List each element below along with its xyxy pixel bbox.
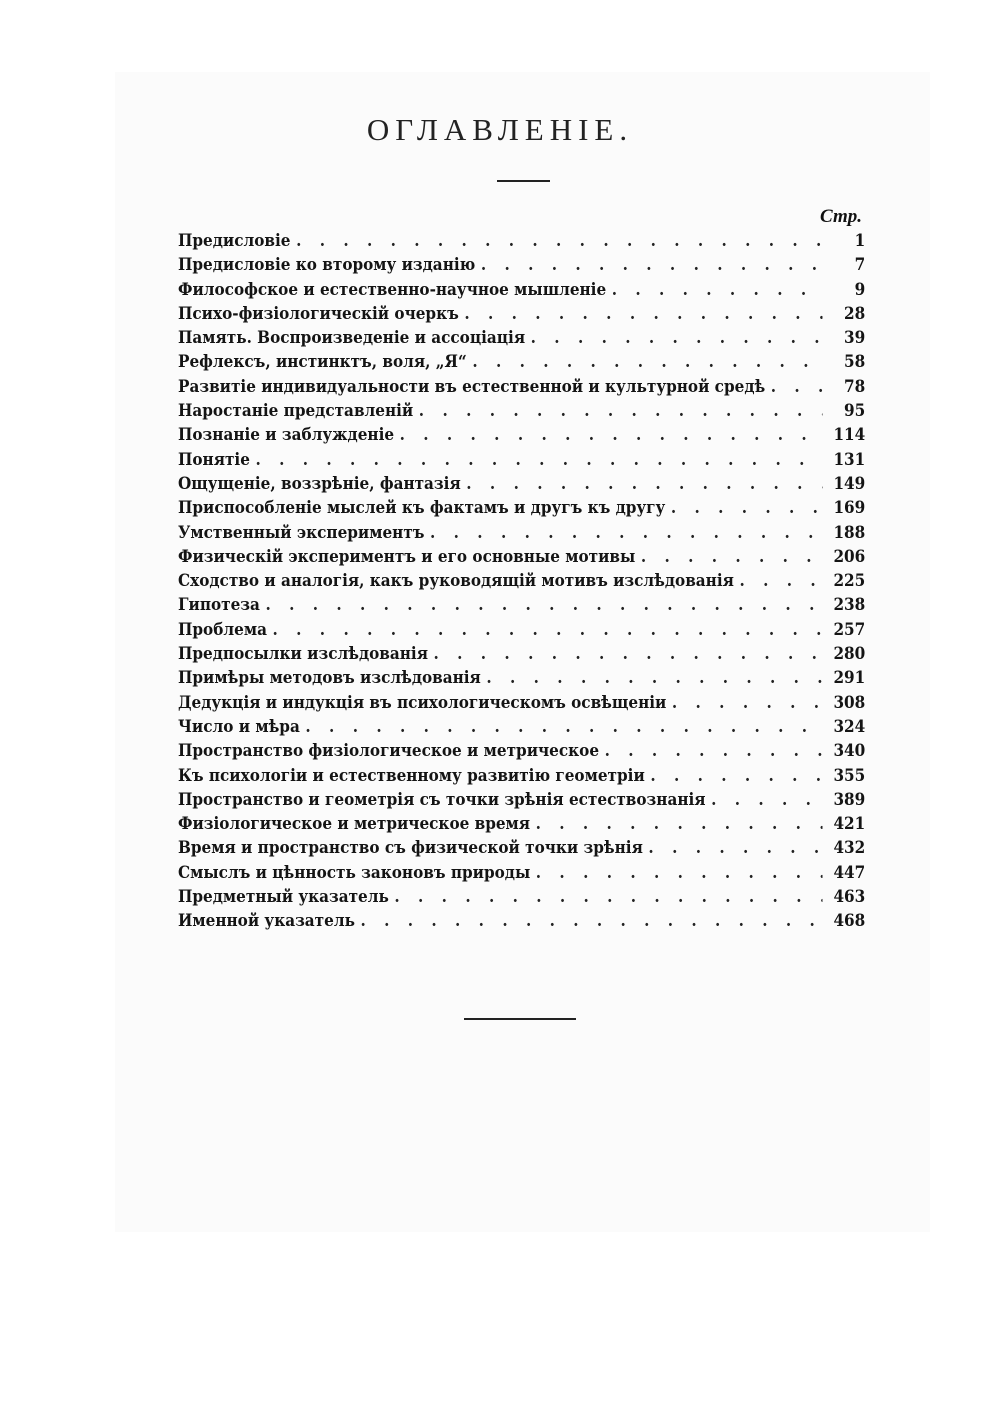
dot-leader	[672, 691, 823, 715]
toc-row	[178, 642, 865, 666]
toc-row	[178, 423, 865, 447]
toc-row	[178, 521, 865, 545]
toc-entry-title: Предпосылки изслѣдованія	[178, 644, 428, 664]
dot-leader	[430, 521, 822, 545]
dot-leader	[650, 764, 822, 788]
toc-entry-title: Смыслъ и цѣнность законовъ природы	[178, 862, 531, 882]
toc-page-number: 324	[833, 716, 866, 736]
toc-row	[178, 739, 865, 763]
toc-entry-title: Время и пространство съ физической точки зрѣнія	[178, 838, 643, 858]
toc-page-number: 238	[833, 595, 866, 615]
toc-page-number: 225	[833, 571, 866, 591]
toc-page-number: 78	[844, 376, 866, 396]
toc-page-number: 188	[833, 522, 866, 542]
toc-row	[178, 448, 865, 472]
dot-leader	[771, 375, 823, 399]
toc-row	[178, 229, 865, 253]
toc-page-number: 340	[833, 741, 866, 761]
toc-row	[178, 375, 865, 399]
toc-entry-title: Проблема	[178, 619, 267, 639]
toc-entry-title: Пространство и геометрія съ точки зрѣнія естествознанія	[178, 789, 706, 809]
dot-leader	[711, 788, 822, 812]
toc-entry-title: Пространство физіологическое и метрическое	[178, 741, 600, 761]
toc-entry-title: Понятіе	[178, 449, 250, 469]
toc-row	[178, 302, 865, 326]
toc-entry-title: Психо-физіологическій очеркъ	[178, 303, 459, 323]
page-column-label: Стр.	[820, 206, 862, 227]
toc-page-number: 468	[833, 911, 866, 931]
toc-row	[178, 593, 865, 617]
table-of-contents	[178, 229, 865, 934]
dot-leader	[536, 861, 823, 885]
dot-leader	[296, 229, 822, 253]
toc-row	[178, 350, 865, 374]
toc-page-number: 169	[833, 498, 866, 518]
toc-page-number: 308	[833, 692, 866, 712]
toc-row	[178, 909, 865, 933]
toc-page-number: 280	[833, 644, 866, 664]
toc-row	[178, 618, 865, 642]
toc-page-number: 257	[833, 619, 866, 639]
end-divider	[464, 1018, 576, 1020]
toc-entry-title: Предметный указатель	[178, 887, 389, 907]
dot-leader	[394, 885, 822, 909]
toc-entry-title: Предисловіе ко второму изданію	[178, 255, 476, 275]
dot-leader	[671, 496, 823, 520]
toc-row	[178, 691, 865, 715]
toc-page-number: 291	[833, 668, 866, 688]
toc-page-number: 421	[833, 814, 866, 834]
toc-row	[178, 861, 865, 885]
dot-leader	[536, 812, 823, 836]
toc-page-number: 39	[844, 328, 866, 348]
toc-row	[178, 788, 865, 812]
dot-leader	[255, 448, 822, 472]
dot-leader	[648, 836, 822, 860]
toc-page-number: 114	[833, 425, 866, 445]
dot-leader	[464, 302, 822, 326]
dot-leader	[739, 569, 822, 593]
toc-entry-title: Къ психологіи и естественному развитію геометріи	[178, 765, 645, 785]
toc-entry-title: Рефлексъ, инстинктъ, воля, „Я“	[178, 352, 467, 372]
dot-leader	[265, 593, 822, 617]
dot-leader	[419, 399, 823, 423]
toc-entry-title: Сходство и аналогія, какъ руководящій мотивъ изслѣдованія	[178, 571, 734, 591]
dot-leader	[472, 350, 822, 374]
title-divider	[497, 180, 550, 182]
dot-leader	[434, 642, 823, 666]
toc-page-number: 355	[833, 765, 866, 785]
toc-page-number: 389	[833, 789, 866, 809]
toc-row	[178, 715, 865, 739]
toc-row	[178, 472, 865, 496]
toc-entry-title: Ощущеніе, воззрѣніе, фантазія	[178, 473, 461, 493]
dot-leader	[400, 423, 823, 447]
toc-entry-title: Развитіе индивидуальности въ естественной и культурной средѣ	[178, 376, 766, 396]
dot-leader	[531, 326, 823, 350]
toc-entry-title: Гипотеза	[178, 595, 260, 615]
dot-leader	[305, 715, 822, 739]
toc-entry-title: Философское и естественно-научное мышленіе	[178, 279, 607, 299]
toc-page-number: 7	[854, 255, 866, 275]
toc-page-number: 28	[844, 303, 866, 323]
toc-row	[178, 253, 865, 277]
toc-row	[178, 812, 865, 836]
toc-row	[178, 569, 865, 593]
toc-row	[178, 278, 865, 302]
toc-row	[178, 545, 865, 569]
dot-leader	[273, 618, 823, 642]
dot-leader	[481, 253, 823, 277]
toc-page-number: 58	[844, 352, 866, 372]
toc-entry-title: Память. Воспроизведеніе и ассоціація	[178, 328, 526, 348]
toc-page-number: 432	[833, 838, 866, 858]
dot-leader	[641, 545, 823, 569]
dot-leader	[486, 666, 822, 690]
toc-row	[178, 836, 865, 860]
toc-row	[178, 764, 865, 788]
toc-page-number: 95	[844, 401, 866, 421]
toc-row	[178, 885, 865, 909]
toc-entry-title: Физіологическое и метрическое время	[178, 814, 531, 834]
toc-entry-title: Предисловіе	[178, 231, 291, 250]
toc-page-number: 9	[854, 279, 866, 299]
dot-leader	[361, 909, 823, 933]
toc-row	[178, 399, 865, 423]
toc-page-number: 1	[854, 231, 866, 250]
toc-row	[178, 496, 865, 520]
dot-leader	[466, 472, 822, 496]
toc-page-number: 447	[833, 862, 866, 882]
toc-page-number: 206	[833, 546, 866, 566]
toc-entry-title: Именной указатель	[178, 911, 355, 931]
toc-entry-title: Умственный экспериментъ	[178, 522, 425, 542]
toc-entry-title: Физическій экспериментъ и его основные мотивы	[178, 546, 636, 566]
toc-row	[178, 666, 865, 690]
toc-page-number: 463	[833, 887, 866, 907]
dot-leader	[612, 278, 823, 302]
toc-entry-title: Познаніе и заблужденіе	[178, 425, 395, 445]
toc-entry-title: Наростаніе представленій	[178, 401, 414, 421]
page-title: ОГЛАВЛЕНIЕ.	[366, 112, 634, 147]
toc-row	[178, 326, 865, 350]
toc-page-number: 149	[833, 473, 866, 493]
toc-page-number: 131	[833, 449, 866, 469]
toc-entry-title: Число и мѣра	[178, 716, 300, 736]
dot-leader	[605, 739, 823, 763]
toc-entry-title: Приспособленіе мыслей къ фактамъ и другъ къ другу	[178, 498, 666, 518]
toc-entry-title: Примѣры методовъ изслѣдованія	[178, 668, 481, 688]
toc-entry-title: Дедукція и индукція въ психологическомъ освѣщеніи	[178, 692, 667, 712]
